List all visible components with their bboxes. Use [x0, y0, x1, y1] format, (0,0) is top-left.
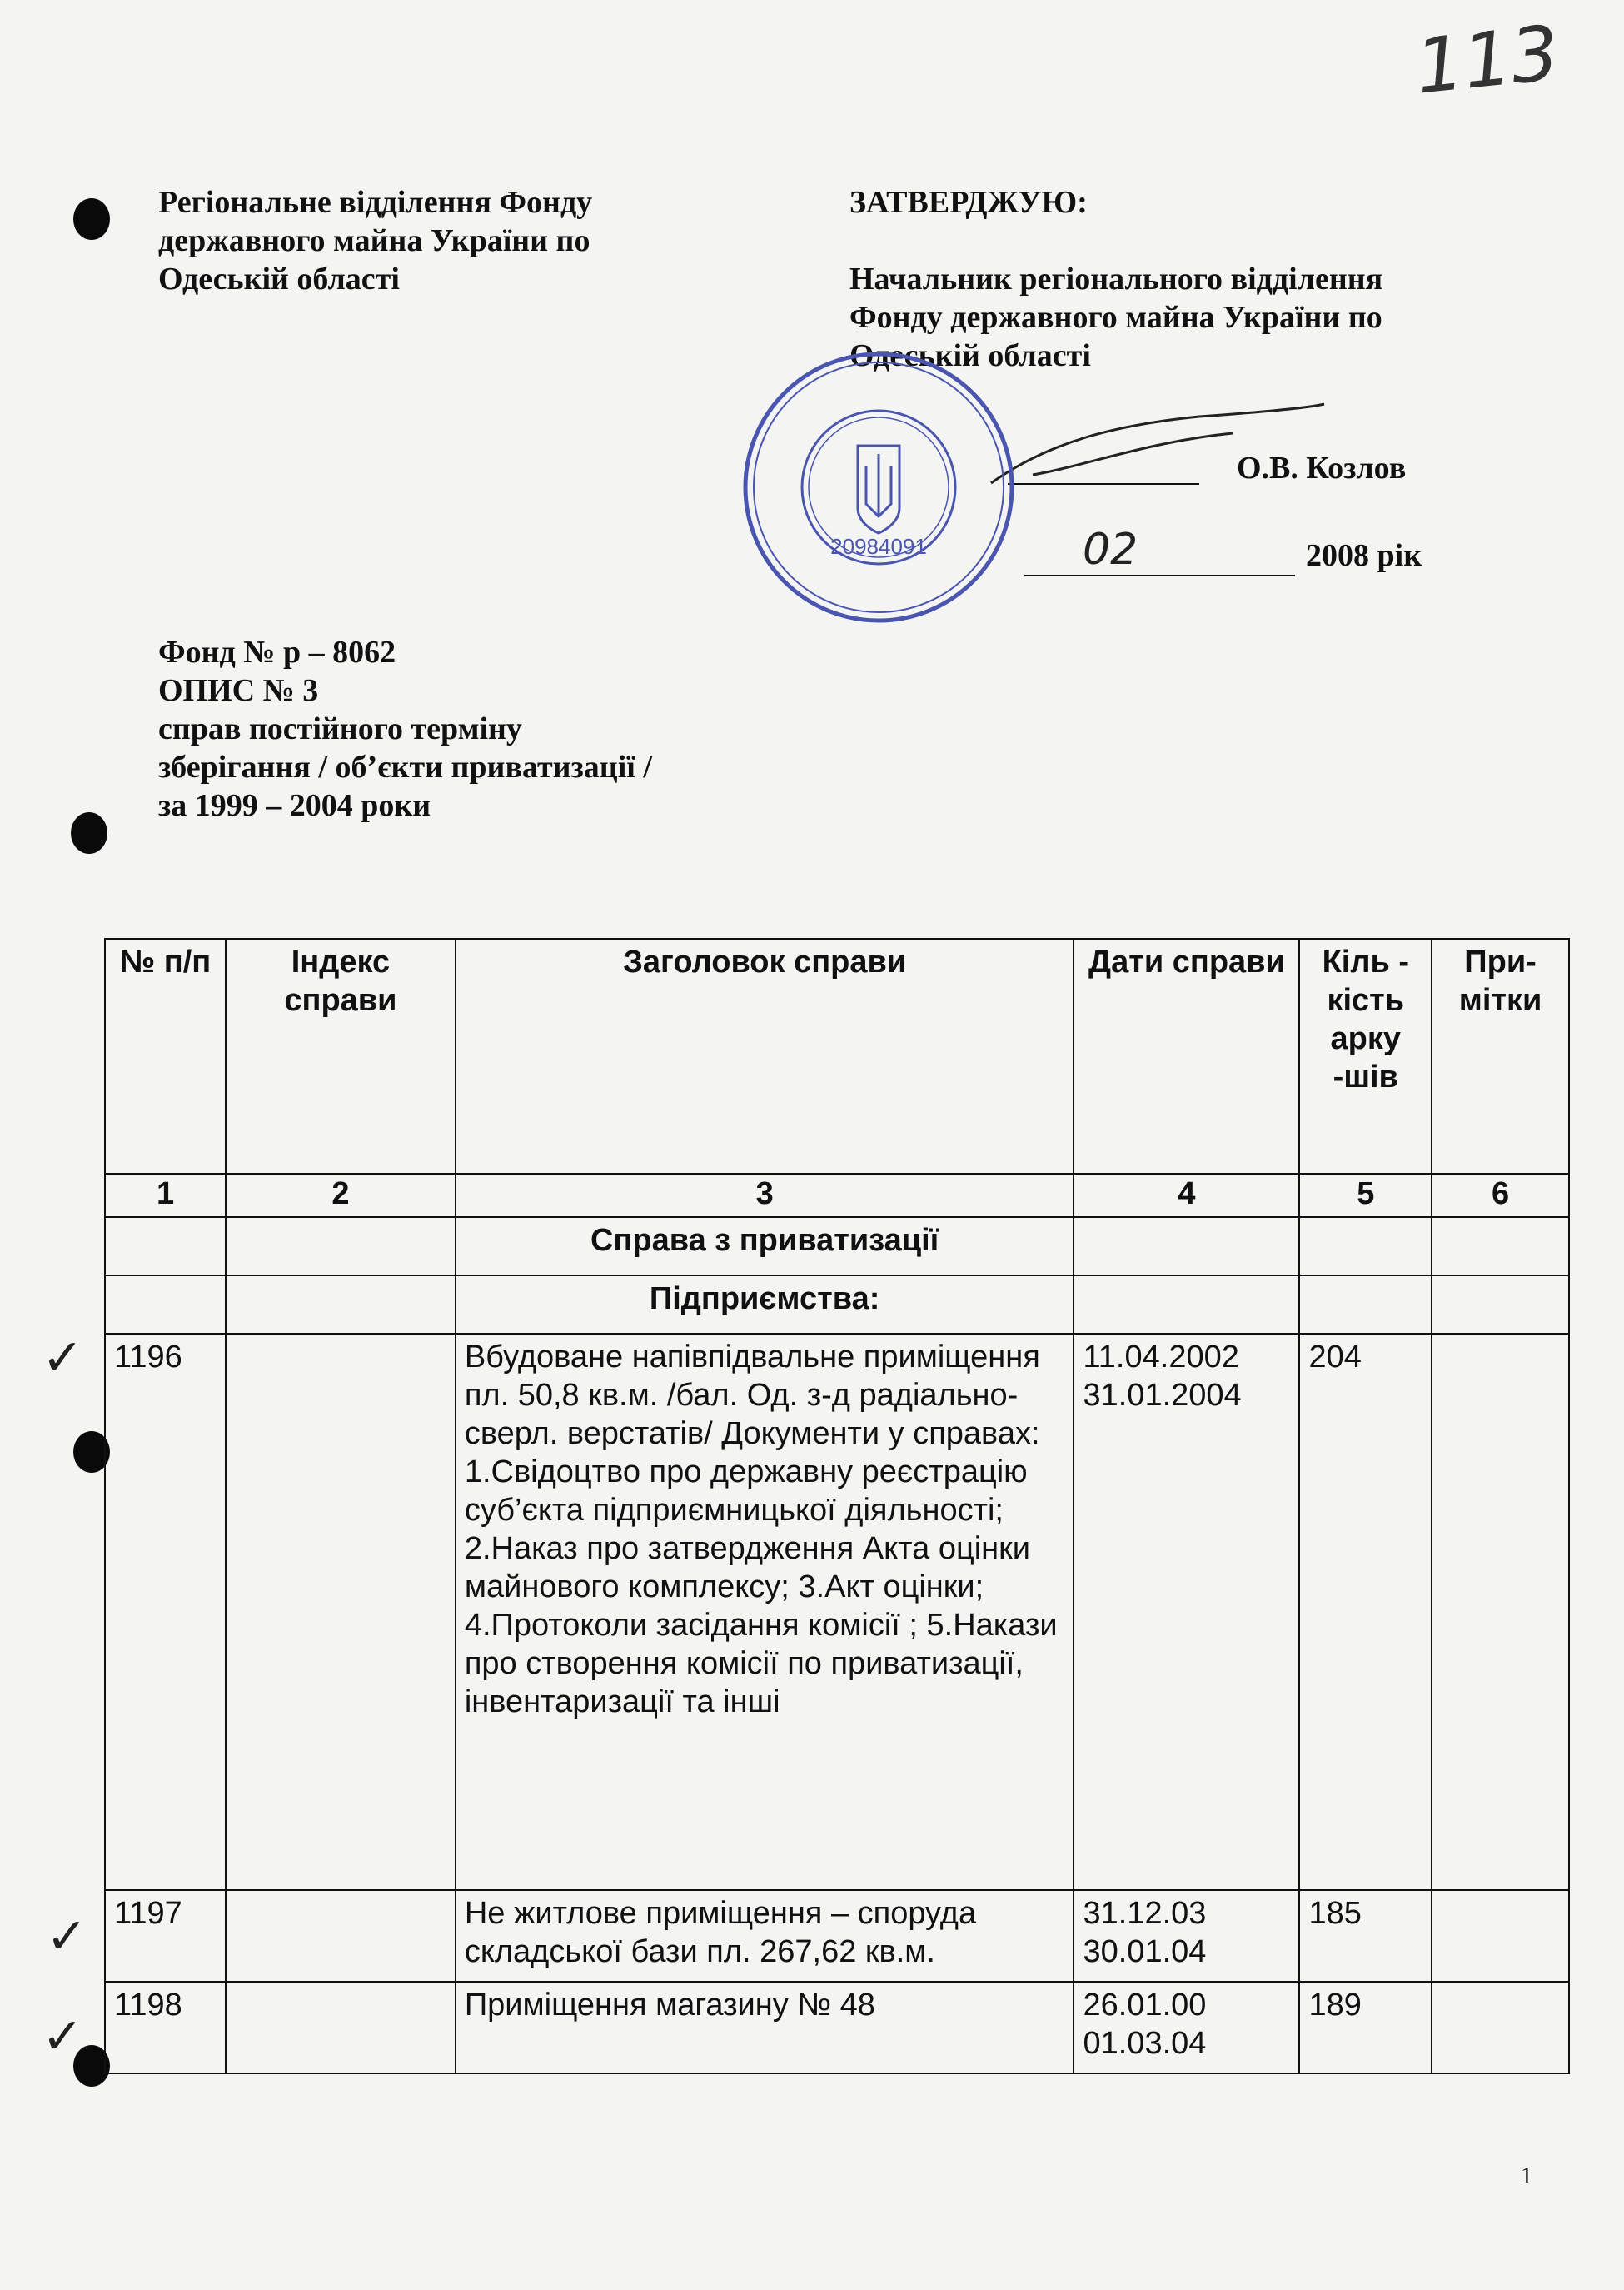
case-number: 1197 [105, 1890, 226, 1982]
checkmark: ✓ [46, 1908, 88, 1966]
inventory-table [104, 938, 1570, 2074]
case-dates [1074, 1982, 1299, 2073]
table-row [105, 1890, 1569, 1982]
case-title: Приміщення магазину № 48 [456, 1982, 1074, 2073]
section-row [105, 1217, 1569, 1275]
header-cell: Заголовок справи [456, 939, 1074, 1174]
org-line: державного майна України по [158, 223, 590, 258]
approver-name: О.В. Козлов [1237, 451, 1407, 486]
checkmark: ✓ [42, 2008, 84, 2066]
case-note [1432, 1982, 1569, 2073]
header-cell: № п/п [105, 939, 226, 1174]
sheet-count: 189 [1299, 1982, 1432, 2073]
punch-hole [71, 812, 107, 854]
case-number: 1198 [105, 1982, 226, 2073]
case-dates [1074, 1890, 1299, 1982]
case-title: Не житлове приміщення – споруда складської бази пл. 267,62 кв.м. [456, 1890, 1074, 1982]
checkmark: ✓ [42, 1329, 84, 1387]
column-number: 2 [226, 1174, 456, 1217]
sheet-count: 185 [1299, 1890, 1432, 1982]
date-end: 01.03.04 [1083, 2026, 1207, 2061]
header-cell: Кіль - кість арку -шів [1299, 939, 1432, 1174]
page-number: 1 [1521, 2163, 1532, 2189]
date-line [1024, 575, 1295, 576]
column-number: 3 [456, 1174, 1074, 1217]
opis-desc-line: справ постійного терміну [158, 711, 522, 746]
table-header-row [105, 939, 1569, 1174]
approval-title: ЗАТВЕРДЖУЮ: [849, 185, 1088, 220]
header-cell: Дати справи [1074, 939, 1299, 1174]
column-number: 6 [1432, 1174, 1569, 1217]
header-cell: При- мітки [1432, 939, 1569, 1174]
table-row [105, 1334, 1569, 1890]
handwritten-page-number: 113 [1411, 9, 1563, 112]
approval-line: Одеській області [849, 338, 1091, 373]
official-seal-stamp [737, 346, 1020, 629]
approval-line: Фонду державного майна України по [849, 300, 1382, 335]
date-start: 11.04.2002 [1083, 1340, 1239, 1374]
date-end: 31.01.2004 [1083, 1378, 1242, 1413]
org-line: Регіональне відділення Фонду [158, 185, 593, 220]
column-number: 5 [1299, 1174, 1432, 1217]
org-line: Одеській області [158, 262, 400, 297]
fond-number: Фонд № р – 8062 [158, 635, 396, 670]
date-end: 30.01.04 [1083, 1934, 1207, 1969]
column-number-row [105, 1174, 1569, 1217]
case-note [1432, 1890, 1569, 1982]
handwritten-date: 02 [1083, 525, 1138, 575]
date-start: 26.01.00 [1083, 1988, 1207, 2023]
column-number: 4 [1074, 1174, 1299, 1217]
case-number: 1196 [105, 1334, 226, 1890]
case-index [226, 1982, 456, 2073]
inventory-title-block [158, 633, 652, 825]
case-title: Вбудоване напівпідвальне приміщення пл. 50,8 кв.м. /бал. Од. з-д радіально-сверл. верстатів/ Документи у справах: 1.Свідоцтво про державну реєстрацію суб’єкта підприємницької діяльності; 2.Наказ про затвердження Акта оцінки майнового комплексу; 3.Акт оцінки; 4.Протоколи засідання комісії ; 5.Накази про створення комісії по приватизації, інвентаризації та інші [456, 1334, 1074, 1890]
section-title: Підприємства: [456, 1275, 1074, 1334]
opis-desc-line: зберігання / об’єкти приватизації / [158, 750, 652, 785]
case-note [1432, 1334, 1569, 1890]
column-number: 1 [105, 1174, 226, 1217]
date-start: 31.12.03 [1083, 1896, 1207, 1931]
approval-year: 2008 рік [1306, 538, 1422, 573]
opis-period: за 1999 – 2004 роки [158, 788, 431, 823]
sheet-count: 204 [1299, 1334, 1432, 1890]
header-cell: Індекс справи [226, 939, 456, 1174]
punch-hole [73, 198, 110, 240]
approval-line: Начальник регіонального відділення [849, 262, 1383, 297]
case-index [226, 1334, 456, 1890]
stamp-code: 20984091 [830, 534, 927, 559]
opis-number: ОПИС № 3 [158, 673, 319, 708]
table-row [105, 1982, 1569, 2073]
section-row [105, 1275, 1569, 1334]
case-index [226, 1890, 456, 1982]
section-title: Справа з приватизації [456, 1217, 1074, 1275]
case-dates [1074, 1334, 1299, 1890]
org-header [158, 183, 592, 298]
